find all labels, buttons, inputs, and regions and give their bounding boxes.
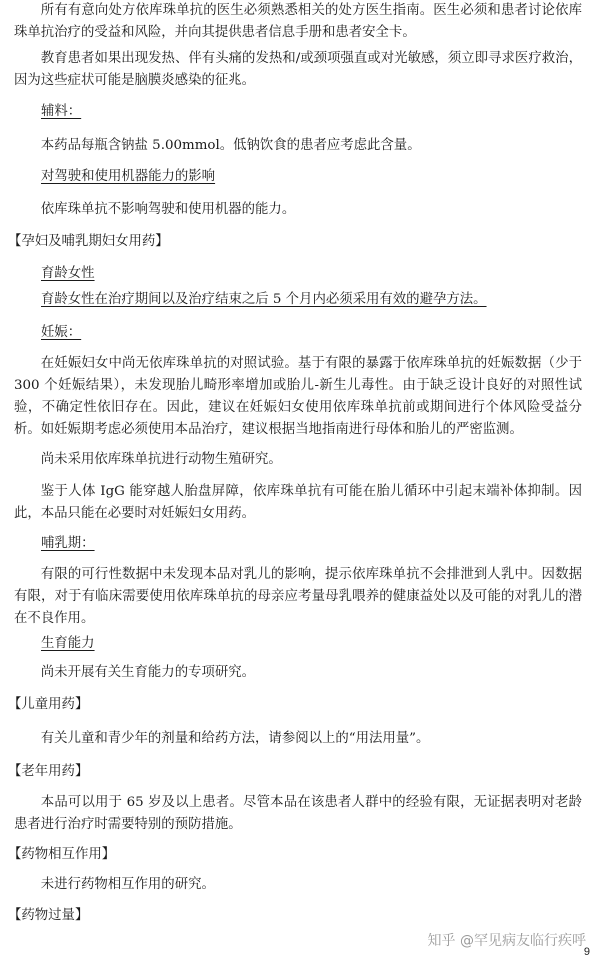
paragraph-pregnancy: 在妊娠妇女中尚无依库珠单抗的对照试验。基于有限的暴露于依库珠单抗的妊娠数据（少于 300 个妊娠结果），未发现胎儿畸形率增加或胎儿-新生儿毒性。由于缺乏设计良好的对照性试验，不确定性依旧存在。因此，建议在妊娠妇女使用依库珠单抗前或期间进行个体风险受益分析。如妊娠期考虑必须使用本品治疗，建议根据当地指南进行母体和胎儿的严密监测。 [14, 356, 582, 437]
paragraph-pediatric: 有关儿童和青少年的剂量和给药方法，请参阅以上的“用法用量”。 [40, 731, 430, 746]
subheading-childbearing: 育龄女性 [41, 266, 95, 281]
page-number: 9 [583, 946, 590, 958]
paragraph-lactation: 有限的可行性数据中未发现本品对乳儿的影响，提示依库珠单抗不会排泄到人乳中。因数据有限，对于有临床需要使用依库珠单抗的母亲应考量母乳喂养的健康益处以及可能的对乳儿的潜在不良作用。 [14, 567, 582, 626]
paragraph-animal-studies: 尚未采用依库珠单抗进行动物生殖研究。 [40, 452, 282, 467]
section-pregnancy-lactation: 【孕妇及哺乳期妇女用药】 [8, 234, 169, 249]
paragraph-sodium: 本药品每瓶含钠盐 5.00mmol。低钠饮食的患者应考虑此含量。 [40, 138, 421, 153]
section-geriatric: 【老年用药】 [8, 764, 89, 779]
paragraph-driving: 依库珠单抗不影响驾驶和使用机器的能力。 [40, 202, 296, 217]
section-overdose: 【药物过量】 [8, 908, 89, 923]
paragraph-meningitis-warning: 教育患者如果出现发热、伴有头痛的发热和/或颈项强直或对光敏感，须立即寻求医疗救治，因为这些症状可能是脑膜炎感染的征兆。 [14, 51, 582, 88]
subheading-driving: 对驾驶和使用机器能力的影响 [41, 169, 216, 184]
paragraph-fertility: 尚未开展有关生育能力的专项研究。 [40, 665, 256, 680]
subheading-pregnancy: 妊娠： [41, 325, 82, 340]
subheading-excipients: 辅料： [41, 104, 82, 119]
subheading-lactation: 哺乳期： [41, 536, 95, 551]
section-interactions: 【药物相互作用】 [8, 847, 116, 862]
paragraph-geriatric: 本品可以用于 65 岁及以上患者。尽管本品在该患者人群中的经验有限，无证据表明对老龄患者进行治疗时需要特别的预防措施。 [14, 795, 582, 832]
paragraph-igg: 鉴于人体 IgG 能穿越人胎盘屏障，依库珠单抗有可能在胎儿循环中引起末端补体抑制。因此，本品只能在必要时对妊娠妇女用药。 [14, 484, 582, 521]
zhihu-watermark: 知乎 @罕见病友临行疾呼 [427, 933, 586, 949]
paragraph-prescriber-guide: 所有有意向处方依库珠单抗的医生必须熟悉相关的处方医生指南。医生必须和患者讨论依库珠单抗治疗的受益和风险，并向其提供患者信息手册和患者安全卡。 [14, 3, 582, 40]
subheading-fertility: 生育能力 [41, 636, 95, 651]
note-contraception: 育龄女性在治疗期间以及治疗结束之后 5 个月内必须采用有效的避孕方法。 [41, 292, 487, 307]
section-pediatric: 【儿童用药】 [8, 697, 89, 712]
paragraph-interactions: 未进行药物相互作用的研究。 [40, 877, 215, 892]
